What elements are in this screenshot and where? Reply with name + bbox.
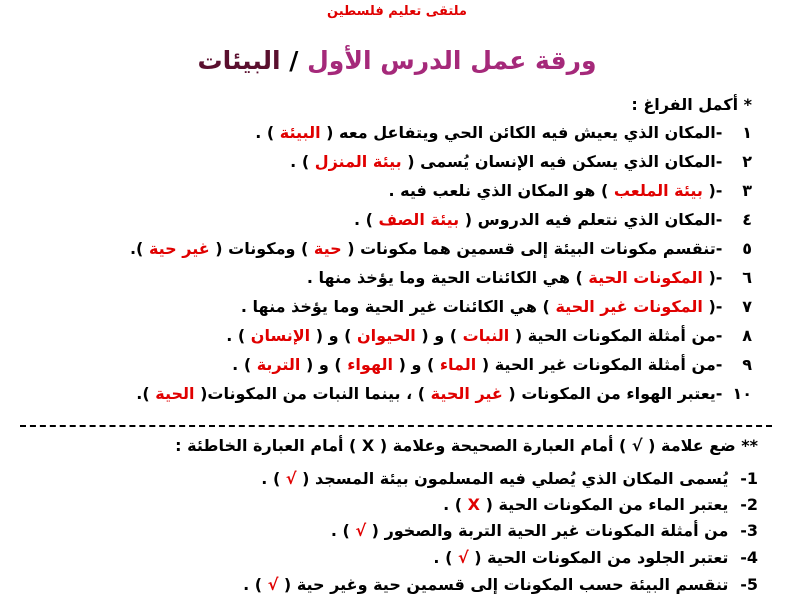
section1-item	[232, 352, 752, 378]
page-title	[0, 46, 794, 75]
statement-text: ) هي الكائنات غير الحية وما يؤخذ منها .	[240, 297, 556, 316]
answer-text: √	[267, 575, 279, 594]
answer-text: √	[355, 521, 367, 540]
item-number: ٢	[742, 152, 752, 171]
statement-text: -(	[702, 181, 728, 200]
answer-text: الإنسان	[250, 326, 311, 345]
answer-text: الماء	[439, 355, 477, 374]
answer-text: غير حية	[148, 239, 210, 258]
section1-item	[226, 323, 752, 349]
statement-text: -(	[702, 268, 728, 287]
item-number: ١٠	[732, 384, 752, 403]
item-number: ٨	[742, 326, 752, 345]
statement-text: ) ، بينما النبات من المكونات(	[194, 384, 431, 403]
answer-text: المكونات الحية	[588, 268, 703, 287]
statement-text: ) .	[330, 521, 356, 540]
section2-heading: ** ضع علامة ( √ ) أمام العبارة الصحيحة وعلامة ( X ) أمام العبارة الخاطئة :	[175, 436, 758, 455]
statement-text: ).	[129, 239, 149, 258]
section1-heading: * أكمل الفراغ :	[631, 95, 752, 114]
section2-item	[243, 572, 758, 598]
answer-text: √	[285, 469, 297, 488]
statement-text: ) .	[353, 210, 379, 229]
statement-text: ) و (	[415, 326, 463, 345]
title-main: ورقة عمل الدرس الأول	[307, 46, 597, 75]
answer-text: بيئة المنزل	[314, 152, 402, 171]
statement-text: ) .	[226, 326, 251, 345]
item-number: 1-	[740, 469, 758, 488]
item-number: ٧	[742, 297, 752, 316]
section1-item	[136, 381, 752, 407]
statement-text: ) .	[261, 469, 286, 488]
statement-text: -المكان الذي يسكن فيه الإنسان يُسمى (	[401, 152, 728, 171]
section2-item	[261, 466, 758, 492]
statement-text: -من أمثلة المكونات الحية (	[509, 326, 728, 345]
section1-item	[389, 178, 752, 204]
statement-text: ) .	[243, 575, 268, 594]
section1-item	[354, 207, 752, 233]
section1-item	[241, 294, 752, 320]
statement-text: ) و (	[300, 355, 348, 374]
item-number: ٩	[742, 355, 752, 374]
item-number: ٣	[742, 181, 752, 200]
statement-text: يعتبر الماء من المكونات الحية (	[480, 495, 734, 514]
item-number: 2-	[740, 495, 758, 514]
item-number: ٥	[742, 239, 752, 258]
item-number: ١	[742, 123, 752, 142]
answer-text: √	[457, 548, 469, 567]
answer-text: الحيوان	[357, 326, 416, 345]
statement-text: ).	[136, 384, 156, 403]
statement-text: ) .	[433, 548, 458, 567]
answer-text: X	[467, 495, 481, 514]
answer-text: النبات	[462, 326, 510, 345]
title-subtitle: البيئات	[197, 46, 281, 75]
statement-text: -المكان الذي يعيش فيه الكائن الحي ويتفاعل معه (	[320, 123, 728, 142]
statement-text: تنقسم البيئة حسب المكونات إلى قسمين حية وغير حية (	[278, 575, 734, 594]
section2-item	[331, 518, 758, 544]
answer-text: بيئة الملعب	[613, 181, 703, 200]
statement-text: -(	[702, 297, 728, 316]
item-number: ٤	[742, 210, 752, 229]
section1-item	[130, 236, 752, 262]
section2-item	[433, 545, 758, 571]
statement-text: -من أمثلة المكونات غير الحية (	[476, 355, 728, 374]
section1-item	[290, 149, 752, 175]
answer-text: الهواء	[347, 355, 393, 374]
section1-item	[255, 120, 752, 146]
item-number: 3-	[740, 521, 758, 540]
statement-text: ) .	[443, 495, 468, 514]
answer-text: التربة	[256, 355, 301, 374]
statement-text: يُسمى المكان الذي يُصلي فيه المسلمون بيئة المسجد (	[296, 469, 734, 488]
statement-text: ) هو المكان الذي نلعب فيه .	[388, 181, 614, 200]
statement-text: ) ومكونات (	[209, 239, 314, 258]
statement-text: ) هي الكائنات الحية وما يؤخذ منها .	[306, 268, 589, 287]
answer-text: المكونات غير الحية	[555, 297, 703, 316]
statement-text: -يعتبر الهواء من المكونات (	[502, 384, 728, 403]
statement-text: ) .	[290, 152, 315, 171]
answer-text: حية	[313, 239, 342, 258]
statement-text: ) و (	[310, 326, 358, 345]
section-divider	[20, 425, 772, 427]
statement-text: -المكان الذي نتعلم فيه الدروس (	[459, 210, 728, 229]
item-number: 5-	[740, 575, 758, 594]
section2-item	[443, 492, 758, 518]
statement-text: من أمثلة المكونات غير الحية التربة والصخور (	[366, 521, 734, 540]
answer-text: البيئة	[279, 123, 321, 142]
answer-text: بيئة الصف	[378, 210, 460, 229]
statement-text: ) و (	[393, 355, 440, 374]
title-separator: /	[280, 46, 308, 75]
answer-text: الحية	[155, 384, 195, 403]
item-number: ٦	[742, 268, 752, 287]
site-header: ملتقى تعليم فلسطين	[327, 4, 467, 19]
section1-item	[307, 265, 752, 291]
statement-text: ) .	[232, 355, 257, 374]
statement-text: تعتبر الجلود من المكونات الحية (	[468, 548, 734, 567]
item-number: 4-	[740, 548, 758, 567]
statement-text: ) .	[255, 123, 280, 142]
statement-text: -تنقسم مكونات البيئة إلى قسمين هما مكونات (	[341, 239, 728, 258]
answer-text: غير الحية	[430, 384, 503, 403]
